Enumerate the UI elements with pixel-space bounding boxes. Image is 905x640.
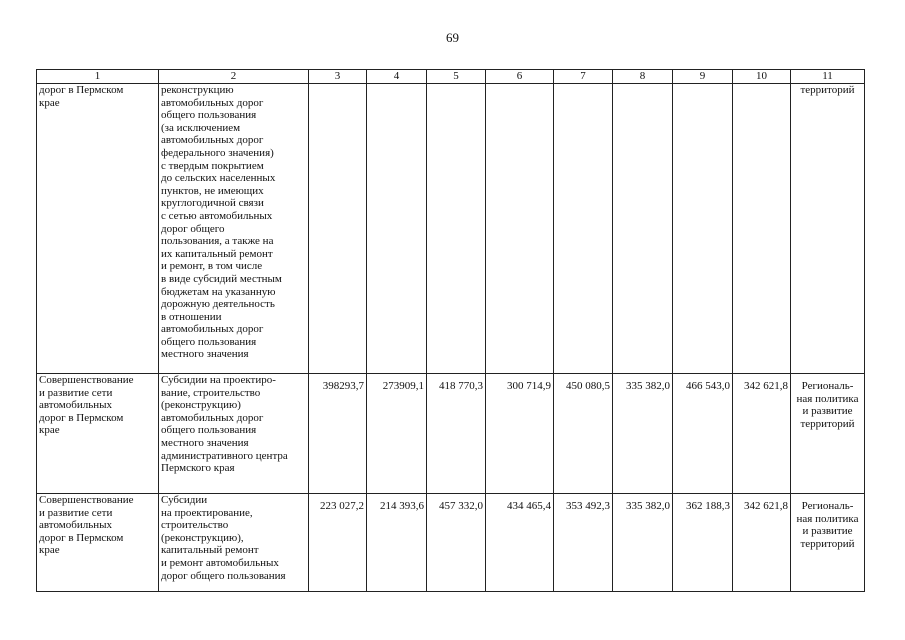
value-cell <box>673 84 733 374</box>
value-cell: 214 393,6 <box>367 494 427 592</box>
value-cell <box>309 84 367 374</box>
page-number: 69 <box>446 30 459 45</box>
value-cell <box>367 84 427 374</box>
column-header: 1 <box>37 70 159 84</box>
value-cell: 457 332,0 <box>427 494 486 592</box>
table-row <box>37 494 865 592</box>
column-header: 3 <box>309 70 367 84</box>
table-row <box>37 84 865 374</box>
value-cell: 273909,1 <box>367 374 427 494</box>
responsible-cell: Региональ- ная политика и развитие территорий <box>791 494 865 592</box>
column-header: 4 <box>367 70 427 84</box>
value-cell: 353 492,3 <box>554 494 613 592</box>
value-cell <box>733 84 791 374</box>
program-name-cell: дорог в Пермском крае <box>37 84 159 374</box>
description-cell: реконструкцию автомобильных дорог общего пользования (за исключением автомобильных дорог федерального значения) с твердым покрытием до сельских населенных пунктов, не имеющих круглогодичной связи с сетью автомобильных дорог общего пользования, а также на их капитальный ремонт и ремонт, в том числе в виде субсидий местным бюджетам на указанную дорожную деятельность в отношении автомобильных дорог общего пользования местного значения <box>159 84 309 374</box>
value-cell: 223 027,2 <box>309 494 367 592</box>
table-header-row <box>37 70 865 84</box>
value-cell: 342 621,8 <box>733 494 791 592</box>
value-cell: 398293,7 <box>309 374 367 494</box>
description-cell: Субсидии на проектирование, строительство (реконструкцию), капитальный ремонт и ремонт автомобильных дорог общего пользования <box>159 494 309 592</box>
value-cell: 300 714,9 <box>486 374 554 494</box>
value-cell: 335 382,0 <box>613 374 673 494</box>
column-header: 2 <box>159 70 309 84</box>
column-header: 11 <box>791 70 865 84</box>
responsible-cell: территорий <box>791 84 865 374</box>
value-cell: 450 080,5 <box>554 374 613 494</box>
value-cell: 342 621,8 <box>733 374 791 494</box>
column-header: 10 <box>733 70 791 84</box>
value-cell <box>554 84 613 374</box>
value-cell: 362 188,3 <box>673 494 733 592</box>
column-header: 9 <box>673 70 733 84</box>
data-table <box>36 69 865 592</box>
value-cell <box>427 84 486 374</box>
value-cell <box>486 84 554 374</box>
column-header: 8 <box>613 70 673 84</box>
column-header: 5 <box>427 70 486 84</box>
responsible-cell: Региональ- ная политика и развитие территорий <box>791 374 865 494</box>
value-cell: 466 543,0 <box>673 374 733 494</box>
value-cell: 434 465,4 <box>486 494 554 592</box>
program-name-cell: Совершенствование и развитие сети автомобильных дорог в Пермском крае <box>37 374 159 494</box>
column-header: 7 <box>554 70 613 84</box>
value-cell: 335 382,0 <box>613 494 673 592</box>
column-header: 6 <box>486 70 554 84</box>
table-row <box>37 374 865 494</box>
program-name-cell: Совершенствование и развитие сети автомобильных дорог в Пермском крае <box>37 494 159 592</box>
description-cell: Субсидии на проектиро- вание, строительство (реконструкцию) автомобильных дорог общего пользования местного значения административного центра Пермского края <box>159 374 309 494</box>
value-cell: 418 770,3 <box>427 374 486 494</box>
value-cell <box>613 84 673 374</box>
